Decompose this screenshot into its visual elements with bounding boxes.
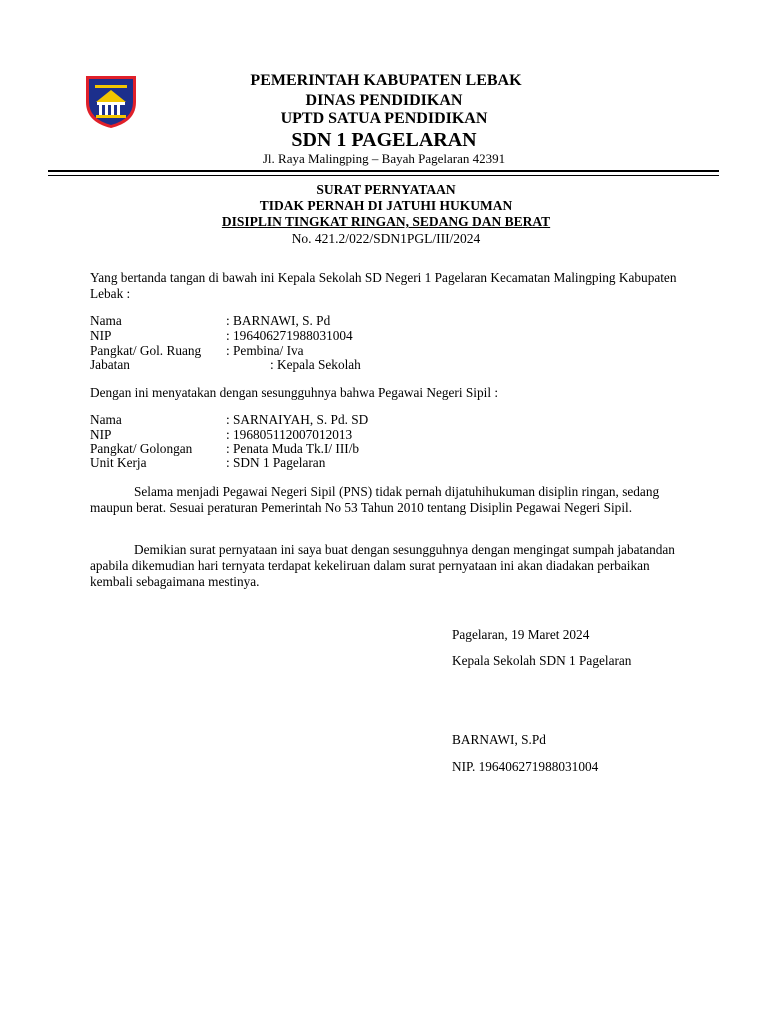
employee-nip-value: : 196805112007012013: [226, 427, 353, 442]
signer-name-value: : BARNAWI, S. Pd: [226, 313, 331, 328]
signature-nip: NIP. 196406271988031004: [452, 759, 599, 774]
letterhead-divider-thin: [48, 175, 719, 176]
school-name: SDN 1 PAGELARAN: [291, 129, 477, 151]
employee-unit-value: : SDN 1 Pagelaran: [226, 455, 326, 470]
intro-paragraph: Yang bertanda tangan di bawah ini Kepala Sekolah SD Negeri 1 Pagelaran Kecamatan Malingping Kabupaten Lebak :: [90, 270, 677, 301]
signer-name-label: Nama: [90, 313, 122, 328]
employee-rank-label: Pangkat/ Golongan: [90, 441, 193, 456]
signer-rank-value: : Pembina/ Iva: [226, 343, 304, 358]
signer-position-label: Jabatan: [90, 357, 130, 372]
employee-name-label: Nama: [90, 412, 122, 427]
employee-name-value: : SARNAIYAH, S. Pd. SD: [226, 412, 369, 427]
signer-position-value: : Kepala Sekolah: [270, 357, 361, 372]
document-title: SURAT PERNYATAAN: [316, 182, 456, 197]
signature-place-date: Pagelaran, 19 Maret 2024: [452, 627, 590, 642]
document-number: No. 421.2/022/SDN1PGL/III/2024: [291, 231, 481, 246]
employee-rank-value: : Penata Muda Tk.I/ III/b: [226, 441, 360, 456]
letterhead-divider-thick: [48, 170, 719, 172]
statement-paragraph: Dengan ini menyatakan dengan sesungguhnya bahwa Pegawai Negeri Sipil :: [90, 385, 499, 400]
unit-name: UPTD SATUA PENDIDIKAN: [280, 110, 488, 127]
body-paragraph-2: [90, 542, 690, 590]
document-subtitle: TIDAK PERNAH DI JATUHI HUKUMAN: [259, 198, 513, 213]
signer-nip-label: NIP: [90, 328, 112, 343]
government-name: PEMERINTAH KABUPATEN LEBAK: [250, 72, 522, 89]
body-paragraph-1-text: Selama menjadi Pegawai Negeri Sipil (PNS) tidak pernah dijatuhihukuman disiplin ringan, sedang maupun berat. Sesuai peraturan Pemerintah No 53 Tahun 2010 tentang Disiplin Pegawai Negeri Sipil.: [90, 484, 660, 515]
employee-unit-label: Unit Kerja: [90, 455, 147, 470]
school-address: Jl. Raya Malingping – Bayah Pagelaran 42391: [262, 151, 506, 166]
document-subtitle-underlined: DISIPLIN TINGKAT RINGAN, SEDANG DAN BERAT: [221, 214, 551, 229]
signature-position: Kepala Sekolah SDN 1 Pagelaran: [452, 653, 632, 668]
body-paragraph-2-text: Demikian surat pernyataan ini saya buat dengan sesungguhnya dengan mengingat sumpah jabatandan apabila dikemudian hari ternyata terdapat kekeliruan dalam surat pernyataan ini akan diadakan perbaikan kembali sebagaimana mestinya.: [90, 542, 675, 589]
body-paragraph-1: [90, 484, 690, 516]
employee-nip-label: NIP: [90, 427, 112, 442]
signature-name: BARNAWI, S.Pd: [452, 732, 546, 747]
department-name: DINAS PENDIDIKAN: [305, 92, 463, 109]
signer-rank-label: Pangkat/ Gol. Ruang: [90, 343, 202, 358]
signer-nip-value: : 196406271988031004: [226, 328, 353, 343]
